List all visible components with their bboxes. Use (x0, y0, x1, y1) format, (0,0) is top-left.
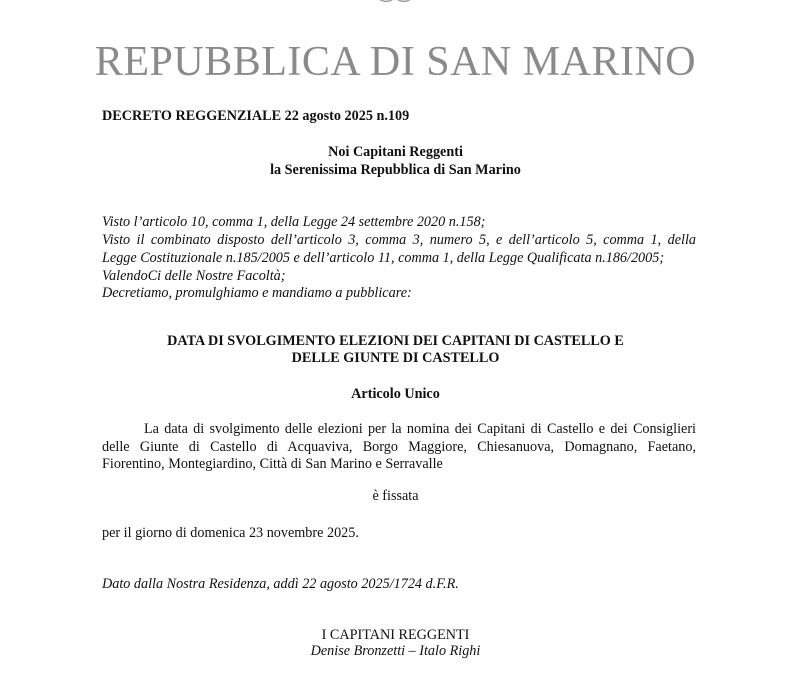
preamble-line: Legge Costituzionale n.185/2005 e dell’articolo 11, comma 1, della Legge Qualificata n.186/2005; (102, 250, 665, 266)
article-body-line: delle Giunte di Castello di Acquaviva, Borgo Maggiore, Chiesanuova, Domagnano, Faetano, (102, 439, 696, 455)
decree-reference: DECRETO REGGENZIALE 22 agosto 2025 n.109 (102, 108, 410, 124)
coat-of-arms-icon (372, 0, 418, 4)
issuer-line-2: la Serenissima Repubblica di San Marino (270, 162, 521, 178)
preamble-line: Decretiamo, promulghiamo e mandiamo a pubblicare: (102, 285, 412, 301)
subject-line-1: DATA DI SVOLGIMENTO ELEZIONI DEI CAPITANI DI CASTELLO E (167, 333, 624, 349)
election-date: per il giorno di domenica 23 novembre 2025. (102, 525, 359, 541)
preamble-line: Visto l’articolo 10, comma 1, della Legge 24 settembre 2020 n.158; (102, 214, 486, 230)
issuer-line-1: Noi Capitani Reggenti (328, 144, 463, 160)
subject-line-2: DELLE GIUNTE DI CASTELLO (291, 350, 500, 366)
article-body-line: La data di svolgimento delle elezioni per la nomina dei Capitani di Castello e dei Consiglieri (144, 421, 696, 437)
given-at-line: Dato dalla Nostra Residenza, addì 22 agosto 2025/1724 d.F.R. (102, 576, 459, 592)
signatory-names: Denise Bronzetti – Italo Righi (310, 643, 481, 659)
article-body-line: Fiorentino, Montegiardino, Città di San Marino e Serravalle (102, 456, 443, 472)
preamble-line: Visto il combinato disposto dell’articolo 3, comma 3, numero 5, e dell’articolo 5, comma 1, della (102, 232, 696, 248)
preamble-line: ValendoCi delle Nostre Facoltà; (102, 268, 286, 284)
fixed-statement: è fissata (372, 488, 419, 504)
page-title: REPUBBLICA DI SAN MARINO (94, 39, 697, 85)
article-heading: Articolo Unico (351, 386, 440, 402)
signatory-title: I CAPITANI REGGENTI (321, 627, 470, 643)
